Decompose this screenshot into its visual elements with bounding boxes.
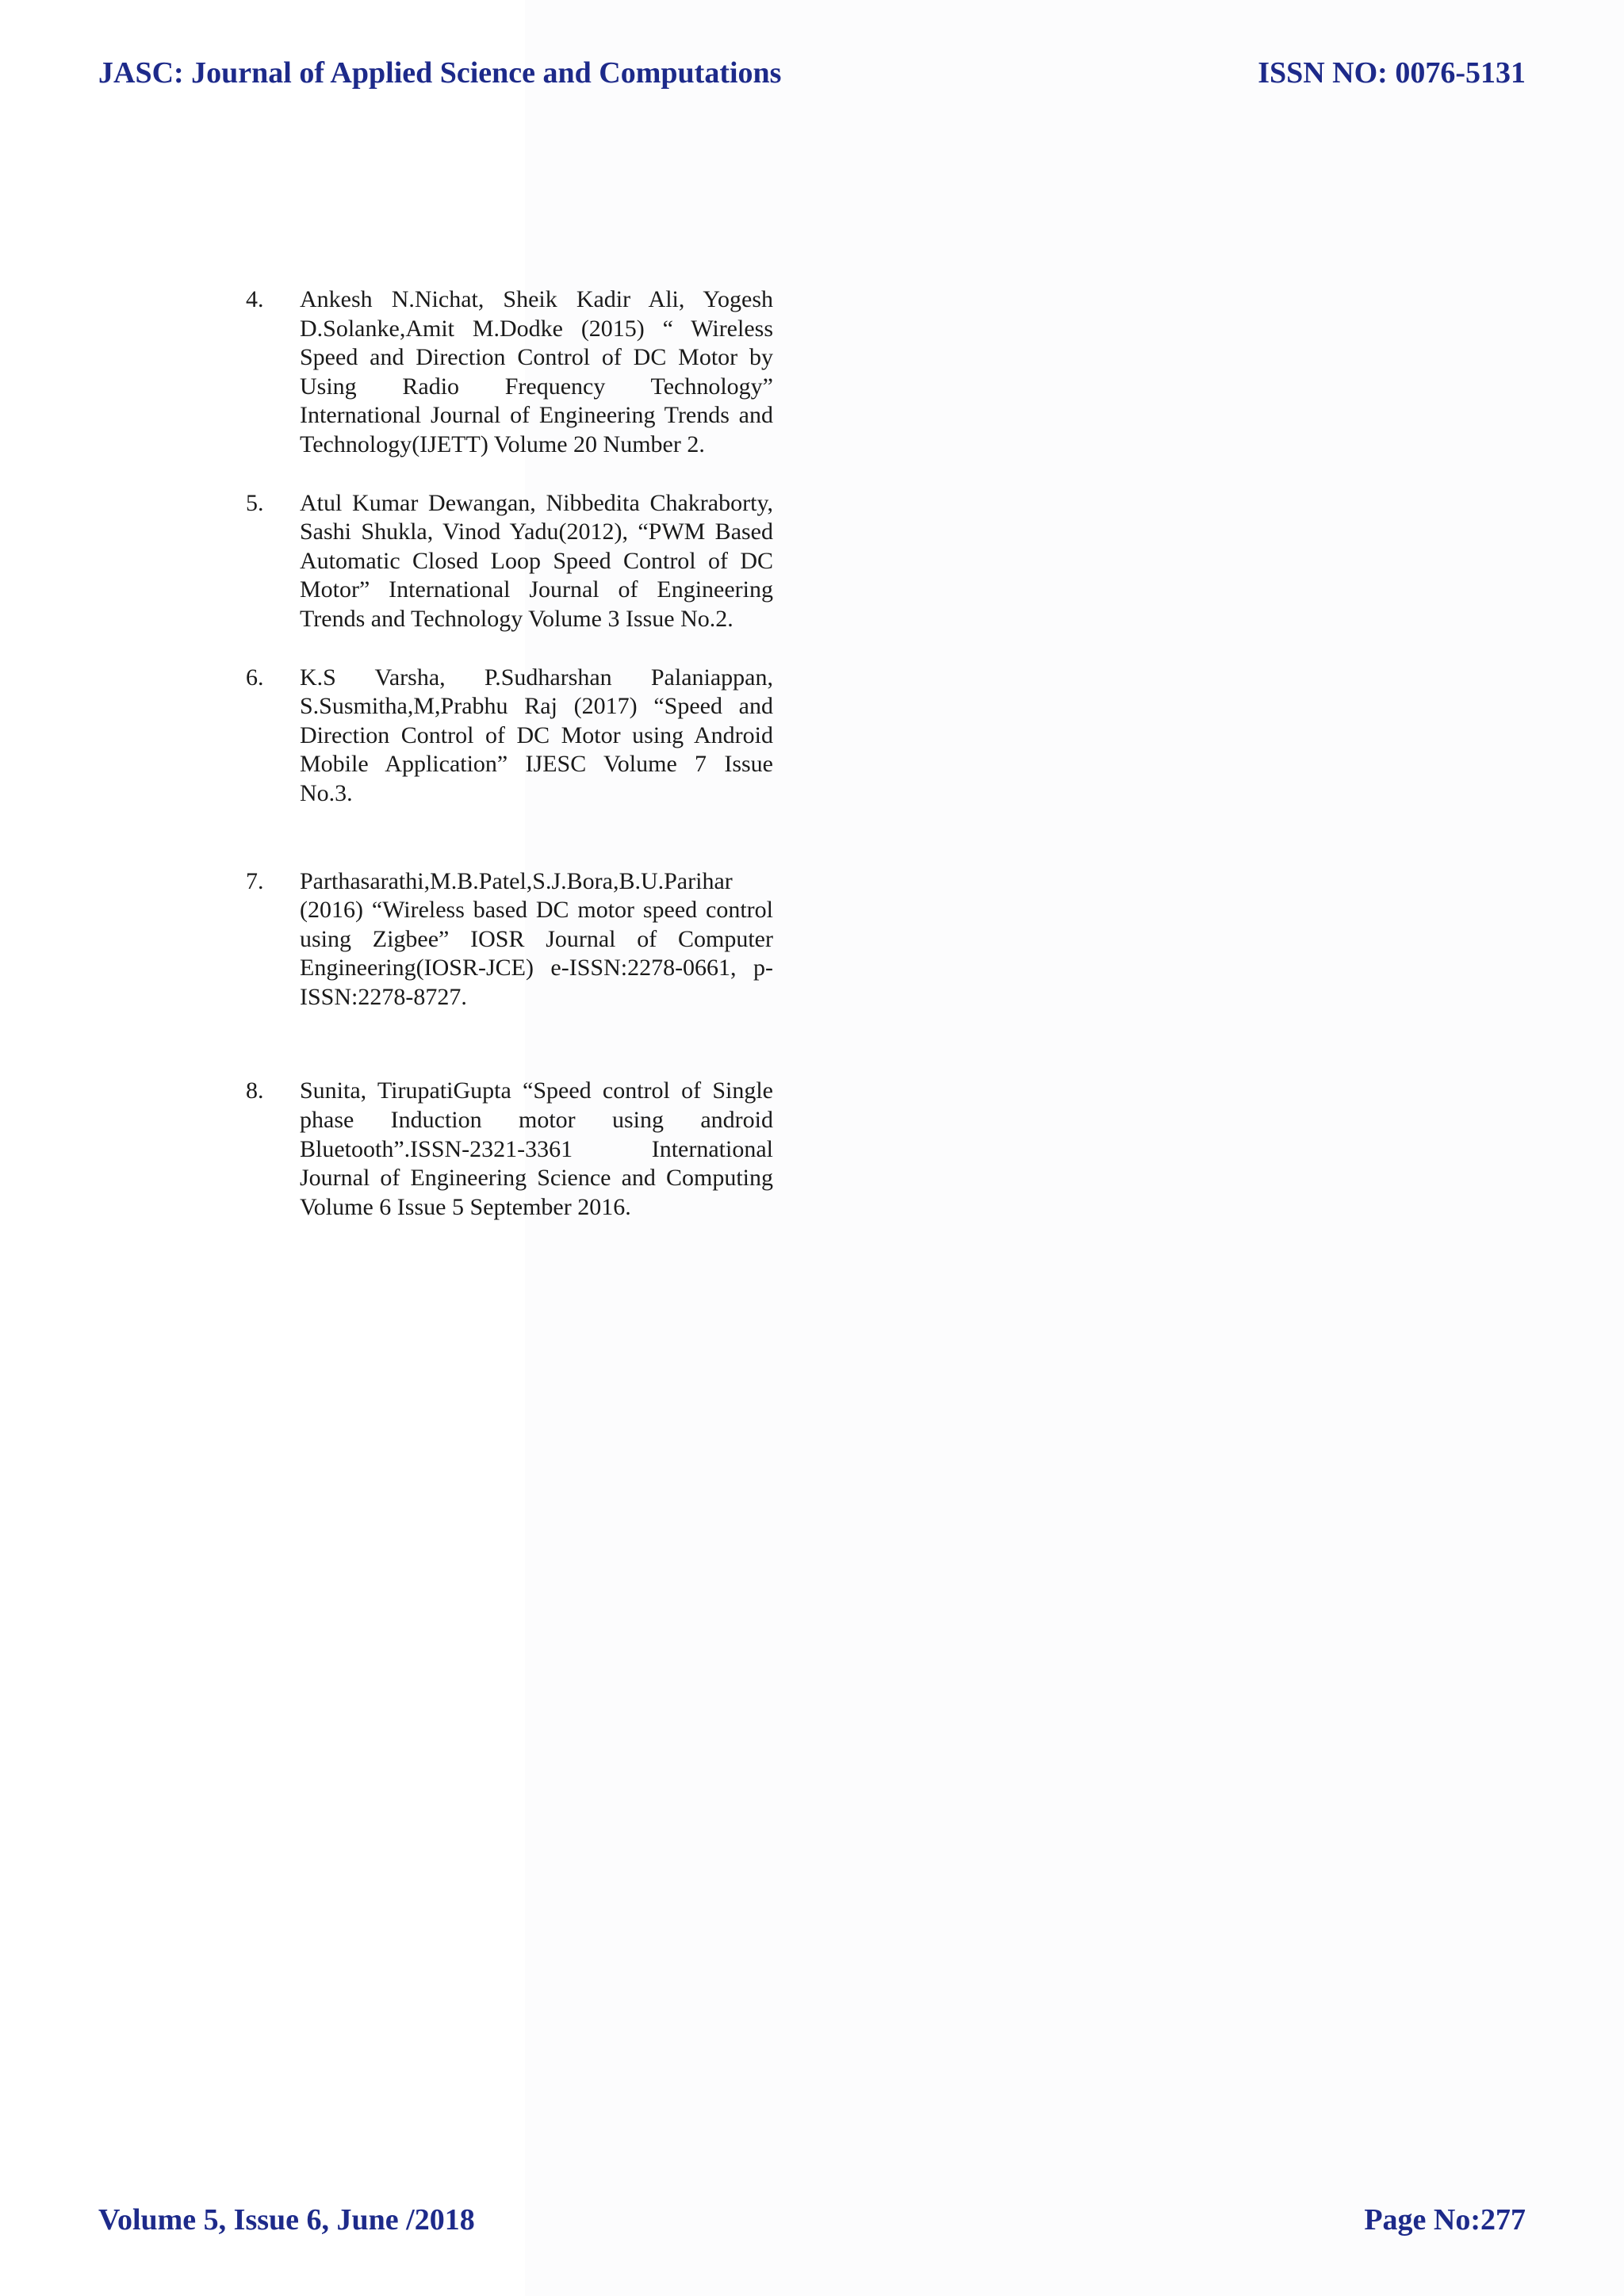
page-number: Page No:277 [1364, 2203, 1526, 2237]
reference-text: K.S Varsha, P.Sudharshan Palaniappan, S.Susmitha,M,Prabhu Raj (2017) “Speed and Direction Control of DC Motor using Android Mobile Application” IJESC Volume 7 Issue No.3. [300, 664, 773, 806]
reference-item [246, 664, 773, 809]
reference-text: Atul Kumar Dewangan, Nibbedita Chakraborty, Sashi Shukla, Vinod Yadu(2012), “PWM Based Automatic Closed Loop Speed Control of DC Motor” International Journal of Engineering Trends and Technology Volume 3 Issue No.2. [300, 489, 773, 632]
issn-number: ISSN NO: 0076-5131 [1258, 56, 1526, 90]
reference-number: 6. [246, 664, 264, 691]
volume-issue: Volume 5, Issue 6, June /2018 [98, 2203, 475, 2237]
reference-text: Ankesh N.Nichat, Sheik Kadir Ali, Yogesh D.Solanke,Amit M.Dodke (2015) “ Wireless Speed and Direction Control of DC Motor by Using Radio Frequency Technology” International Journal of Engineering Trends and Technology(IJETT) Volume 20 Number 2. [300, 286, 773, 457]
journal-title: JASC: Journal of Applied Science and Computations [98, 56, 782, 90]
reference-item [246, 867, 773, 1012]
reference-item [246, 1077, 773, 1222]
reference-number: 4. [246, 286, 264, 312]
reference-text: Sunita, TirupatiGupta “Speed control of Single phase Induction motor using android Bluetooth”.ISSN-2321-3361 International Journal of Engineering Science and Computing Volume 6 Issue 5 September 2016. [300, 1077, 773, 1220]
reference-number: 7. [246, 867, 264, 894]
reference-number: 5. [246, 489, 264, 516]
running-header [98, 49, 1526, 97]
reference-number: 8. [246, 1077, 264, 1104]
reference-list [246, 285, 773, 1222]
reference-text: Parthasarathi,M.B.Patel,S.J.Bora,B.U.Parihar (2016) “Wireless based DC motor speed control using Zigbee” IOSR Journal of Computer Engineering(IOSR-JCE) e-ISSN:2278-0661, p-ISSN:2278-8727. [300, 867, 773, 1010]
running-footer [98, 2196, 1526, 2244]
reference-item [246, 285, 773, 460]
reference-item [246, 489, 773, 634]
